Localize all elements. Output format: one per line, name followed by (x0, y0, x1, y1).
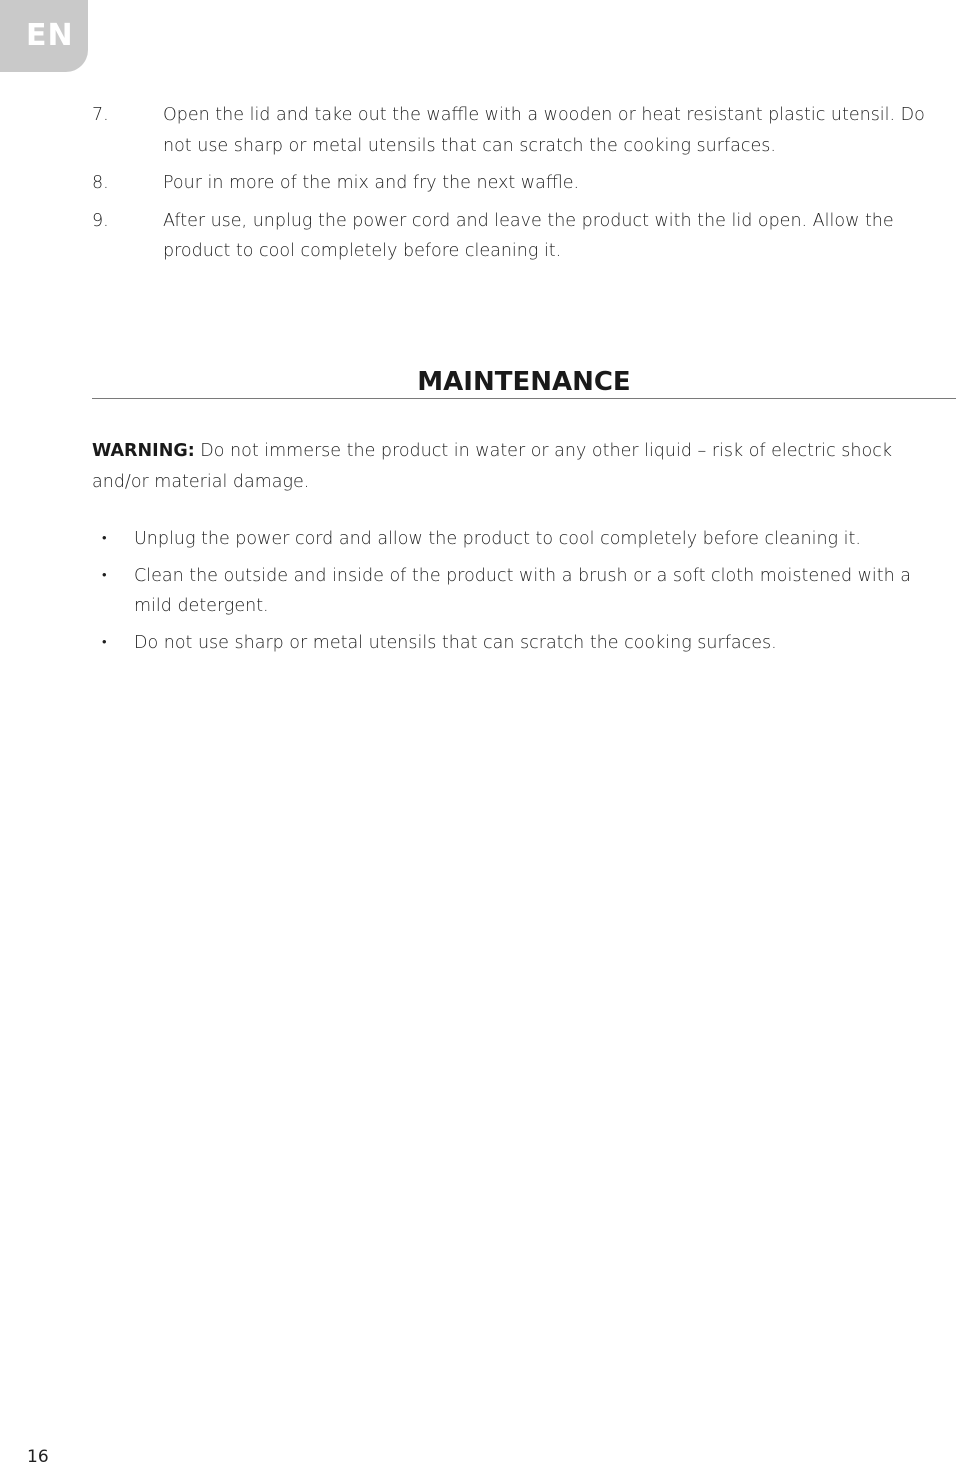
list-item-text: Clean the outside and inside of the product with a brush or a soft cloth moistened with a mild detergent. (134, 565, 912, 616)
list-item-text: Unplug the power cord and allow the product to cool completely before cleaning it. (134, 529, 861, 549)
list-item (102, 628, 942, 659)
bullet-icon: • (102, 531, 107, 546)
warning-text: Do not immerse the product in water or any other liquid – risk of electric shock and/or material damage. (92, 441, 892, 492)
page-number: 16 (27, 1447, 49, 1467)
step-text: Pour in more of the mix and fry the next waffle. (163, 173, 580, 193)
step-number: 7. (92, 105, 109, 125)
step-item (92, 168, 932, 199)
section-title: MAINTENANCE (417, 367, 631, 397)
step-item (92, 206, 932, 267)
step-number: 9. (92, 210, 109, 231)
step-text: Open the lid and take out the waffle with a wooden or heat resistant plastic utensil. Do not use sharp or metal utensils that can scratch the cooking surfaces. (163, 105, 925, 156)
language-tab: EN (0, 0, 88, 72)
list-item (102, 561, 942, 622)
step-item (92, 100, 932, 161)
step-number: 8. (92, 173, 109, 193)
section-divider (92, 398, 956, 399)
instruction-steps (92, 100, 932, 274)
list-item-text: Do not use sharp or metal utensils that can scratch the cooking surfaces. (134, 632, 777, 653)
maintenance-list (102, 524, 942, 664)
step-text: After use, unplug the power cord and leave the product with the lid open. Allow the product to cool completely before cleaning it. (163, 210, 894, 261)
bullet-icon: • (102, 634, 107, 650)
warning-label: WARNING: (92, 441, 195, 461)
warning-paragraph (92, 436, 942, 497)
list-item (102, 524, 942, 555)
bullet-icon: • (102, 567, 107, 583)
